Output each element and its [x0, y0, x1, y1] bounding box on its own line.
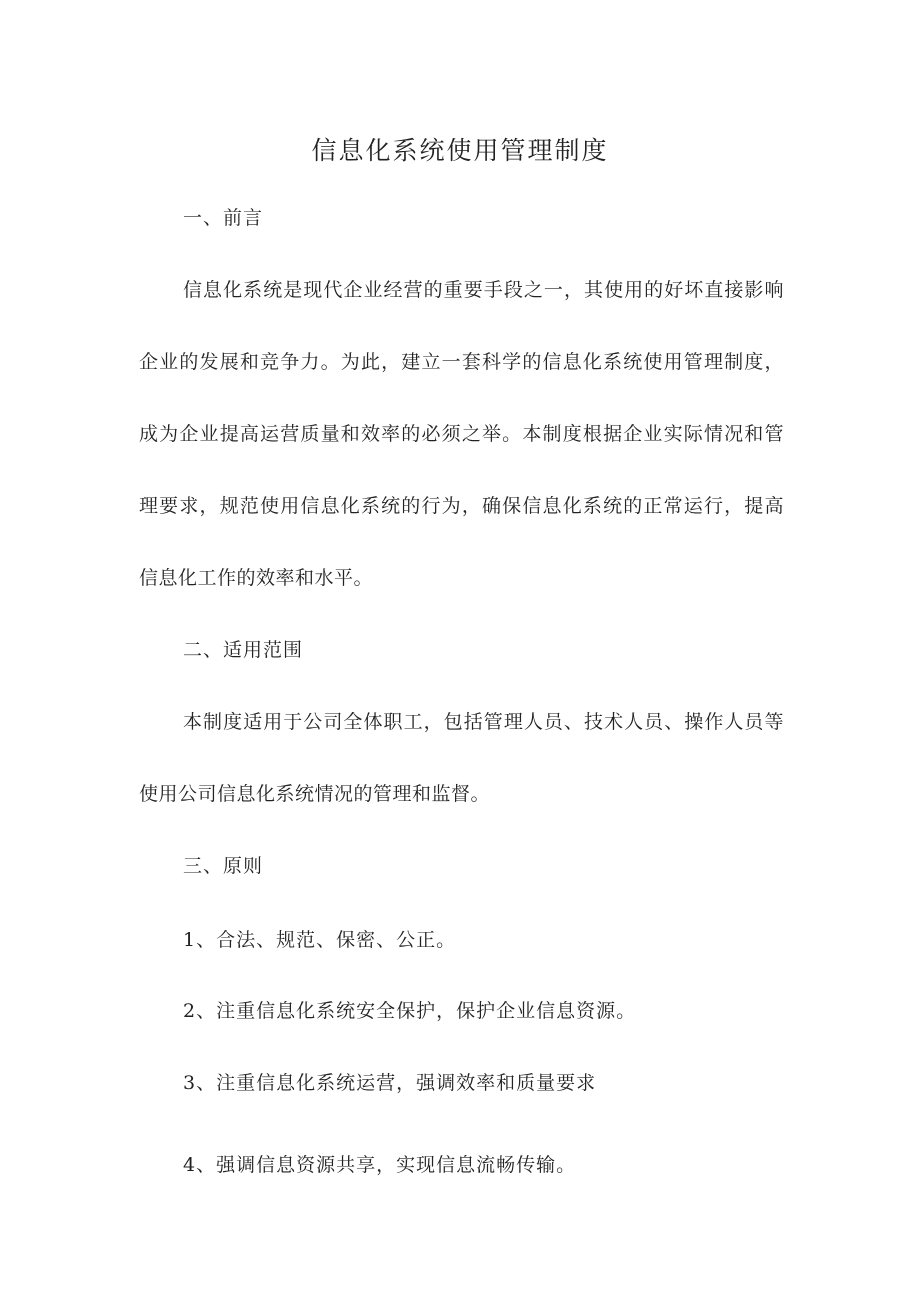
document-title: 信息化系统使用管理制度 [311, 136, 609, 165]
list-item: 4、强调信息资源共享，实现信息流畅传输。 [183, 1154, 577, 1176]
section-heading-principles: 三、原则 [183, 855, 264, 877]
section-heading-scope: 二、适用范围 [183, 639, 304, 661]
paragraph-line: 信息化工作的效率和水平。 [139, 567, 374, 589]
paragraph-line: 信息化系统是现代企业经营的重要手段之一，其使用的好坏直接影响 [183, 279, 784, 301]
paragraph-line: 理要求，规范使用信息化系统的行为，确保信息化系统的正常运行，提高 [139, 495, 784, 517]
list-item: 3、注重信息化系统运营，强调效率和质量要求 [183, 1072, 597, 1094]
section-heading-preface: 一、前言 [183, 207, 264, 229]
list-item: 1、合法、规范、保密、公正。 [183, 929, 457, 951]
paragraph-line: 使用公司信息化系统情况的管理和监督。 [139, 783, 491, 805]
list-item: 2、注重信息化系统安全保护，保护企业信息资源。 [183, 1000, 637, 1022]
paragraph-line: 成为企业提高运营质量和效率的必须之举。本制度根据企业实际情况和管 [139, 423, 784, 445]
paragraph-line: 企业的发展和竞争力。为此，建立一套科学的信息化系统使用管理制度， [139, 351, 784, 373]
paragraph-line: 本制度适用于公司全体职工，包括管理人员、技术人员、操作人员等 [183, 711, 784, 733]
